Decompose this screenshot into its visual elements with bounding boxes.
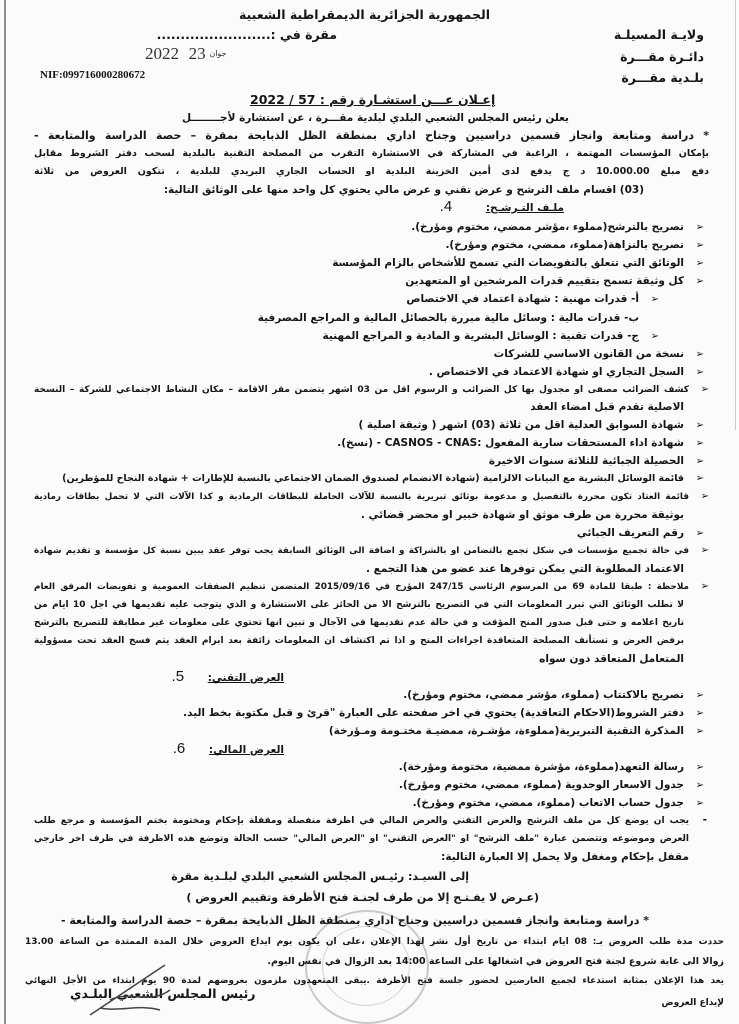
sub-list-item	[258, 310, 639, 326]
intro-line: يعلن رئيس المجلس الشعبي البلدي لبلدية مقـــرة ، عن استشارة لأجــــــــل	[181, 112, 569, 124]
list-item	[403, 687, 704, 704]
item-text: ملاحظة : طبقا للمادة 69 من المرسوم الرئاسي 247/15 المؤرخ في 2015/09/16 المتضمن تنظيم الصفقات العمومية و تفويضات المرفق العام	[34, 582, 689, 592]
item-text: قائمة الوسائل البشرية مع البيانات الالزامية (شهادة الانضمام لصندوق الضمان الاجتماعي بالنسبة للإطارات + شهادة النجاح للمؤطرين)	[62, 473, 684, 484]
arrow-bullet-icon: ➢	[695, 349, 704, 360]
item-text: شهادة اداء المستحقات سارية المفعول :CASNOS - CNAS - (نسخ).	[337, 437, 684, 449]
date-month: جوان	[209, 49, 227, 58]
arrow-bullet-icon: ➢	[700, 491, 709, 502]
list-item	[411, 219, 704, 236]
item-text: كشف الضرائب مصفى او مجدول بها كل الضرائب و الرسوم اقل من 03 اشهر يتضمن مقر الاقامة – مكان النشاط الاجتماعي للشركة – النسخة	[34, 385, 689, 395]
arrow-bullet-icon: ➢	[695, 690, 704, 701]
para-line: بإمكان المؤسسات المهتمة ، الراغبة في المشاركة في الاستشارة التقرب من المصلحة التقنية بالبلدية لسحب دفتر الشروط مقابل	[34, 148, 709, 159]
list-item	[489, 453, 704, 470]
arrow-bullet-icon: ➢	[650, 294, 659, 305]
date-year: 2022	[145, 44, 179, 63]
list-item	[34, 489, 709, 506]
project-line: * دراسة ومتابعة وانجاز قسمين دراسيين وجناح اداري بمنطقة الظل الذبايحة بمقرة – حصة الدراسة والمتابعة -	[34, 129, 709, 142]
item-text: جدول الاسعار الوحدوية (مملوء، ممضي، مختوم ومؤرخ).	[398, 779, 684, 791]
item-text: تصريح بالاكتتاب (مملوء، مؤشر ممضي، مختوم ومؤرخ).	[403, 689, 684, 701]
arrow-bullet-icon: ➢	[695, 240, 704, 251]
nif-number: NIF:099716000280672	[40, 69, 146, 81]
arrow-bullet-icon: ➢	[695, 726, 704, 737]
para-line: دفع مبلغ 10.000.00 د ج يدفع لدى أمين الخزينة البلدية او الحساب الجاري البريدي للبلدية ، تتكون العروض من ثلاثة	[34, 166, 709, 177]
para-line: (03) اقسام ملف الترشح و عرض تقني و عرض مالي يحتوي كل واحد منها على الوثائق التالية:	[163, 184, 644, 196]
section-number: 6.	[172, 740, 186, 757]
list-item	[358, 417, 704, 434]
item-text: دفتر الشروط(الاحكام التعاقدية) يحتوي في اخر صفحته على العبارة "قرئ و قبل مكتوبة بخط اليد.	[183, 707, 684, 719]
list-item	[329, 723, 704, 740]
arrow-bullet-icon: ➢	[695, 367, 704, 378]
arrow-bullet-icon: ➢	[695, 222, 704, 233]
section-title: العرض المالي:	[208, 744, 284, 756]
arrow-bullet-icon: ➢	[695, 276, 704, 287]
item-text: السجل التجاري او شهادة الاعتماد في الاختصاص .	[428, 366, 684, 378]
item-text: جدول حساب الاتعاب (مملوء، ممضي، مختوم ومؤرخ).	[412, 797, 684, 809]
handwritten-signature	[70, 960, 200, 1020]
project-line-repeat: * دراسة ومتابعة وانجاز قسمين دراسيين وجناح اداري بمنطقة الظل الذبايحة بمقرة – حصة الدراسة والمتابعة -	[60, 914, 649, 927]
item-text: ج- قدرات تقنية : الوسائل البشرية و المادية و المراجع المهنية	[322, 330, 639, 342]
arrow-bullet-icon: ➢	[695, 258, 704, 269]
list-item-continuation: بوثيقة محررة من طرف موثق او شهادة خبير او محضر قضائي .	[360, 509, 684, 521]
section-6-heading	[173, 741, 284, 758]
arrow-bullet-icon: ➢	[695, 420, 704, 431]
item-text: الوثائق التي تتعلق بالتفويضات التي تسمح للأشخاص بالزام المؤسسة	[332, 257, 684, 269]
list-item-continuation: الاعتماد المطلوبة التي يمكن توفرها عند عضو من هذا التجمع .	[365, 563, 684, 575]
item-text: الحصيلة الجبائية للثلاثة سنوات الاخيرة	[488, 455, 684, 467]
list-item	[337, 435, 704, 452]
note-line: المتعامل المتعاقد دون سواه	[539, 653, 684, 665]
arrow-bullet-icon: ➢	[695, 798, 704, 809]
arrow-bullet-icon: ➢	[695, 438, 704, 449]
closing-line: يعد هذا الإعلان بمثابة استدعاء لجميع العارضين لحضور جلسة فتح الأظرفة .يبقى المتعهدون ملزمون بعروضهم لمدة 90 يوم ابتداء من الأجل النهائي	[25, 976, 724, 986]
item-text: كل وثيقة تسمح بتقييم قدرات المرشحين او المتعهدين	[405, 275, 684, 287]
arrow-bullet-icon: ➢	[695, 528, 704, 539]
list-item	[332, 255, 704, 272]
document-title: إعـلان عـــن استشـارة رقم : 57 / 2022	[250, 92, 496, 107]
item-text: ب- قدرات مالية : وسائل مالية مبررة بالحصائل المالية و المراجع المصرفية	[257, 312, 639, 324]
signature-title: رئيس المجلس الشعبي البلـدي	[70, 986, 256, 1001]
arrow-bullet-icon: ➢	[650, 331, 659, 342]
envelope-line: يجب ان يوضع كل من ملف الترشح والعرض التقني والعرض المالي في اظرفة منفصلة ومقفلة بإحكام ومختومة بختم المؤسسة و مرجع طلب	[34, 816, 689, 826]
sub-list-item	[406, 291, 659, 308]
list-item	[494, 346, 704, 363]
arrow-bullet-icon: ➢	[700, 581, 709, 592]
date-stamp	[145, 46, 227, 64]
section-title: ملـف التـرشـح:	[485, 202, 564, 214]
baladiya-label: بلـدية مقـــرة	[621, 70, 704, 85]
place-label: مقرة في :........................	[156, 27, 337, 42]
note-line: برفض العرض و تستأنف المصلحة المتعاقدة اجراءات المنح و اذا تم اكتشاف ان المعلومات زائفة بعد ابرام العقد يتم فسخ العقد تحت مسؤولية	[34, 636, 684, 646]
notice-line: (عـرض لا يفـتـح إلا من طرف لجنـة فتح الأظرفة وتقييم العروض )	[186, 891, 539, 904]
item-text: في حالة تجميع مؤسسات في شكل تجمع بالتضامن او بالشراكة و اضافة الى الوثائق السابقة يجب توفر عقد يبين نسبة كل مؤسسة و تقديم شهادة	[34, 546, 689, 556]
item-text: تصريح بالنزاهة(مملوء، ممضي، مختوم ومؤرخ).	[445, 239, 684, 251]
item-text: أ- قدرات مهنية : شهادة اعتماد في الاختصاص	[406, 293, 639, 305]
envelope-line: العرض وموضوعه وتتضمن عبارة "ملف الترشح" او "العرض التقني" او "العرض المالي" حسب الحالة وتوضع هذه الاظرفة في ظرف اخر خارجي	[34, 834, 689, 844]
note-line: تاريخ اعلامه و حتى قبل صدور المنح المؤقت و في حالة عدم تقديمها في الآجال و تبين انها تحتوي على معلومات غير مطابقة للتصريح بالترشح	[34, 618, 684, 628]
list-item	[445, 237, 704, 254]
note-line	[34, 579, 709, 596]
list-item	[34, 543, 709, 560]
list-item	[405, 273, 704, 290]
closing-line: لإيداع العروض	[661, 998, 724, 1008]
item-text: شهادة السوابق العدلية اقل من ثلاثة (03) اشهر ( وثيقة اصلية )	[358, 419, 684, 431]
daira-label: دائـرة مقـــرة	[620, 49, 704, 64]
arrow-bullet-icon: ➢	[700, 545, 709, 556]
section-number: 4.	[439, 198, 453, 215]
list-item	[429, 364, 704, 381]
item-text: المذكرة التقنية التبريرية(مملوءة، مؤشـرة، ممضيـة مختـومة ومـؤرخة)	[328, 725, 684, 737]
arrow-bullet-icon: ➢	[695, 762, 704, 773]
list-item	[62, 471, 704, 487]
item-text: رقم التعريف الجبائي	[576, 527, 684, 539]
arrow-bullet-icon: ➢	[695, 456, 704, 467]
date-day: 23	[188, 44, 206, 63]
scan-edge	[735, 0, 736, 430]
item-text: تصريح بالترشح(مملوء ،مؤشر ممضي، مختوم ومؤرخ).	[411, 221, 684, 233]
closing-line: زوالا الى غاية شروع لجنة فتح العروض في اشغالها على الساعة 14:00 بعد الزوال في نفس اليوم.	[267, 956, 724, 967]
item-text: نسخة من القانون الاساسي للشركات	[493, 348, 684, 360]
sub-list-item	[323, 328, 660, 345]
dash-bullet: -	[702, 814, 707, 826]
list-item	[577, 525, 704, 542]
note-line: لا تطلب الوثائق التي تبرر المعلومات التي في التصريح بالترشح الا من الحائز على الاستشارة و الذي يتوجب عليه تقديمها في اجل 10 ايام من	[34, 600, 684, 610]
list-item	[399, 759, 704, 776]
scan-edge	[4, 0, 6, 1024]
list-item	[413, 795, 704, 812]
envelope-line: مقفل بإحكام ومغفل ولا يحمل إلا العبارة التالية:	[441, 851, 689, 863]
wilaya-label: ولايـة المسيلـة	[613, 27, 704, 42]
section-4-heading	[440, 199, 564, 216]
item-text: قائمة العتاد تكون محررة بالتفصيل و مدعومة بوثائق تبريرية بالنسبة للآلات الحاملة للبطاقات الرمادية و كذا الآلات التي لا تحمل بطاقات رمادية	[34, 492, 689, 502]
list-item	[183, 705, 704, 722]
list-item-continuation: الاصلية تقدم قبل امضاء العقد	[530, 401, 684, 413]
list-item	[34, 382, 709, 399]
item-text: رسالة التعهد(مملوءة، مؤشرة ممضية، مختومة ومؤرخة).	[398, 761, 684, 773]
section-5-heading	[172, 669, 284, 686]
arrow-bullet-icon: ➢	[695, 708, 704, 719]
closing-line: حددت مدة طلب العروض بـ: 08 ايام ابتداء من تاريخ أول نشر لهذا الإعلان ،على ان يكون يوم ايداع العروض خلال المدة الممتدة من الساعة 13.00	[25, 937, 724, 947]
arrow-bullet-icon: ➢	[695, 780, 704, 791]
section-number: 5.	[171, 668, 185, 685]
republic-heading: الجمهورية الجزائرية الديمقراطية الشعبية	[238, 7, 491, 22]
section-title: العرض التقني:	[207, 672, 284, 684]
address-line: إلى السيـد: رئيـس المجلس الشعبي البلدي لبلـدية مقرة	[171, 870, 469, 883]
list-item	[399, 777, 704, 794]
arrow-bullet-icon: ➢	[700, 384, 709, 395]
arrow-bullet-icon: ➢	[695, 473, 704, 484]
